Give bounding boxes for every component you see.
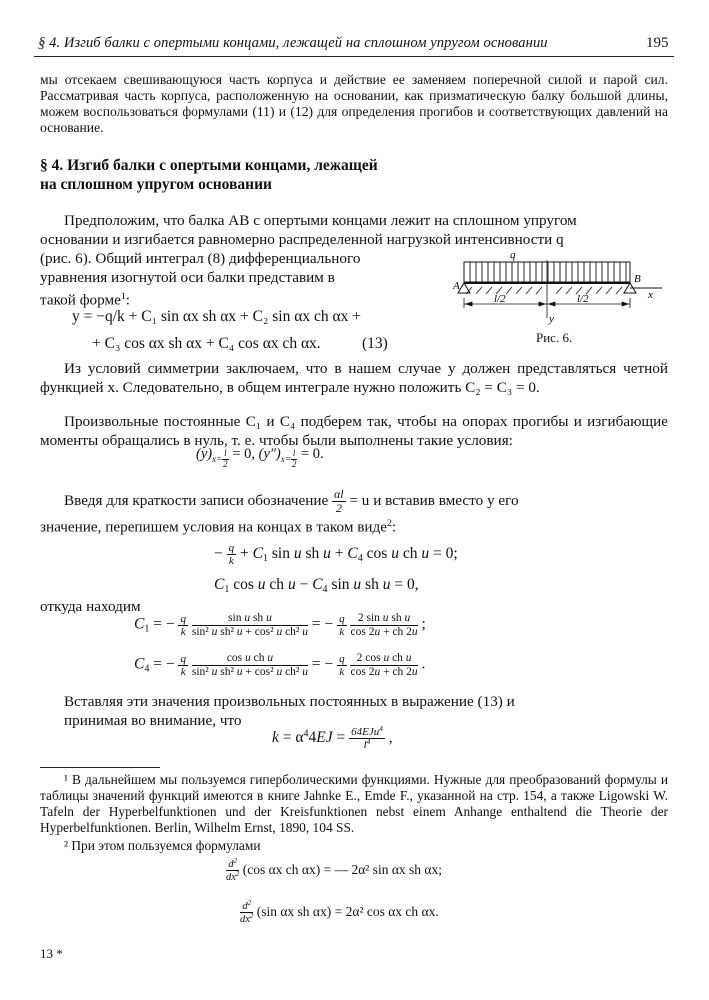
page-number: 195	[646, 35, 669, 51]
equation-13-number: (13)	[362, 335, 388, 352]
paragraph-1-line3: (рис. 6). Общий интеграл (8) дифференциального	[40, 250, 361, 267]
paragraph-1-line1: Предположим, что балка AB с опертыми концами лежит на сплошном упругом	[64, 212, 577, 229]
section-heading-line1: § 4. Изгиб балки с опертыми концами, лежащей	[40, 157, 378, 174]
footnote-2-equation-1: $\frac{d^2}{dx^2}$ (cos αx ch αx) = — 2α² sin αx sh αx;	[226, 858, 442, 884]
footnote-ref-2: 2	[387, 518, 392, 529]
label-x: x	[648, 289, 653, 301]
paragraph-1-line5-text: такой форме	[40, 291, 121, 309]
condition-equation-2: $C_1$ cos u ch $u - C_4$ sin u sh u = 0,	[214, 576, 419, 596]
footnote-rule	[40, 767, 160, 768]
paragraph-4-line1	[64, 488, 519, 515]
label-half-2: l/2	[577, 293, 589, 305]
running-header-title: § 4. Изгиб балки с опертыми концами, лежащей на сплошном упругом основании	[38, 35, 548, 51]
figure-caption: Рис. 6.	[536, 330, 573, 345]
label-A: A	[453, 280, 460, 292]
footnote-2-equation-2-text: (sin αx sh αx) = 2α² cos αx ch αx.	[256, 903, 439, 919]
equation-C1: $C_1$ = − $\frac{q}{k}$ $\frac{\text{sin u sh u}}{\text{sin² u sh² u + cos² u ch² u}}$ = − $\frac{q}{k}$ $\frac{\text{2 sin u sh u}}{\cos 2u + ch 2u}$ ;	[134, 612, 426, 638]
section-heading	[40, 156, 600, 194]
label-B: B	[634, 273, 641, 285]
condition-equation-1: − $\frac{q}{k}$ + $C_1$ sin u sh $u + C_4$ cos u ch u = 0;	[214, 542, 458, 568]
paragraph-1-line5: такой форме$^1$:	[40, 291, 131, 309]
paragraph-1-line2: основании и изгибается равномерно распределенной нагрузкой интенсивности q	[40, 231, 564, 248]
paragraph-2: Из условий симметрии заключаем, что в нашем случае y должен представляться четной функцией x. Следовательно, в общем интеграле нужно положить C₂ = C₃ = 0.	[40, 360, 668, 396]
paragraph-4-part-c: значение, перепишем условия на концах в таком виде	[40, 518, 387, 536]
signature-mark: 13 *	[40, 946, 63, 961]
intro-paragraph: мы отсекаем свешивающуюся часть корпуса и действие ее заменяем поперечной силой и парой сил. Рассматривая часть корпуса, расположенную на основании, как призматическую балку большой длины, можем воспользоваться формулами (11) и (12) для определения прогибов и соответствующих давлений на основание.	[40, 72, 668, 135]
paragraph-1-line4: уравнения изогнутой оси балки представим в	[40, 269, 335, 286]
paragraph-4-line2: значение, перепишем условия на концах в таком виде$^2$:	[40, 518, 397, 536]
boundary-conditions: $(y)_{x= \frac{l}{2}}$ = 0, $(y'')_{x= \frac{l}{2}}$ = 0.	[196, 446, 324, 470]
paragraph-5-line1: Вставляя эти значения произвольных постоянных в выражение (13) и	[64, 693, 515, 710]
section-heading-line2: на сплошном упругом основании	[40, 176, 272, 193]
footnote-ref-1: 1	[120, 291, 126, 302]
footnote-2: ² При этом пользуемся формулами	[64, 838, 261, 853]
equation-k: $k = \alpha^44EJ$ = $\frac{64EJu^4}{l^4}$ ,	[272, 725, 393, 752]
alpha-l-over-2: $\frac{\alpha l}{2}$	[334, 487, 344, 516]
figure-6-beam-diagram	[452, 252, 674, 328]
footnote-2-equation-1-text: (cos αx ch αx) = — 2α² sin αx sh αx;	[242, 861, 442, 877]
equation-13-line2: + C₃ cos αx sh αx + C₄ cos αx ch αx.	[92, 335, 321, 352]
footnote-1: ¹ В дальнейшем мы пользуемся гиперболическими функциями. Нужные для преобразований формулы и таблицы значений функций имеются в книге Jahnke E., Emde F., указанной на стр. 154, а также Ligowski W. Tafeln der Hyperbelfunktionen und der Kreisfunktionen nebst einem Anhange enthaltend die Theorie der Hyperbelfunktionen. Berlin, Wilhelm Ernst, 1890, 104 SS.	[40, 772, 668, 835]
header-rule	[34, 56, 674, 57]
paragraph-4-part-a: Введя для краткости записи обозначение	[64, 492, 329, 510]
label-q: q	[510, 252, 516, 261]
elastic-foundation-hatch	[466, 287, 622, 294]
label-y: y	[549, 313, 554, 325]
paragraph-5-line2: принимая во внимание, что	[64, 712, 242, 729]
footnote-2-equation-2: $\frac{d^2}{dx^2}$ (sin αx sh αx) = 2α² cos αx ch αx.	[240, 900, 439, 926]
paragraph-3: Произвольные постоянные C₁ и C₄ подберем так, чтобы на опорах прогибы и изгибающие моменты обращались в нуль, т. е. чтобы были выполнены такие условия:	[40, 413, 668, 449]
equation-13-line1: y = −q/k + C₁ sin αx sh αx + C₂ sin αx ch αx +	[72, 308, 361, 325]
paragraph-4-part-b: = u и вставив вместо y его	[349, 492, 519, 510]
otkuda-text: откуда находим	[40, 598, 141, 615]
label-half-1: l/2	[494, 293, 506, 305]
equation-C4: $C_4$ = − $\frac{q}{k}$ $\frac{\text{cos u ch u}}{\text{sin² u sh² u + cos² u ch² u}}$ = − $\frac{q}{k}$ $\frac{\text{2 cos u ch u}}{\cos 2u + ch 2u}$ .	[134, 652, 426, 678]
